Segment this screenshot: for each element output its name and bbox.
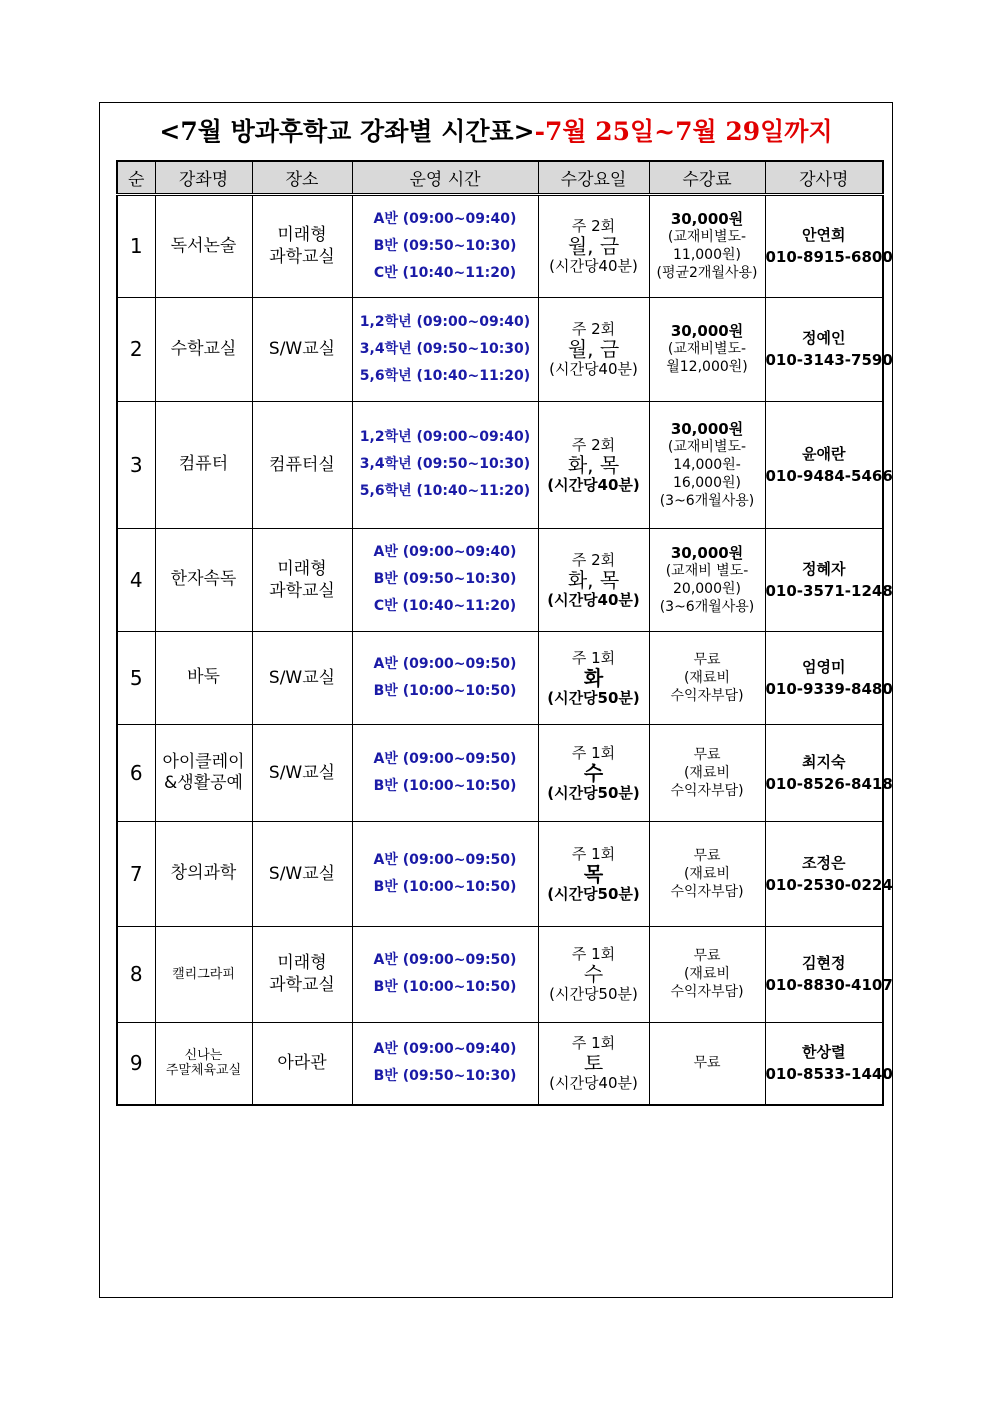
course-fee-line: 월12,000원) bbox=[666, 359, 748, 375]
course-name bbox=[155, 297, 252, 401]
course-day bbox=[538, 724, 649, 821]
course-fee-line: 수익자부담) bbox=[670, 687, 744, 704]
course-fee bbox=[649, 194, 765, 297]
day-unit: (시간당50분) bbox=[547, 884, 640, 903]
tutor-name: 한상렬 bbox=[802, 1043, 846, 1062]
course-place-line: S/W교실 bbox=[268, 762, 336, 783]
tutor-name: 정예인 bbox=[802, 329, 846, 347]
tutor bbox=[765, 194, 893, 297]
course-fee-line: 수익자부담) bbox=[670, 883, 744, 900]
course-fee-line: 11,000원) bbox=[673, 247, 741, 263]
course-fee-line: 30,000원 bbox=[670, 210, 744, 228]
day-frequency: 주 2회 bbox=[571, 320, 616, 338]
tutor bbox=[765, 297, 893, 401]
course-time-line: A반 (09:00~09:40) bbox=[373, 210, 517, 227]
course-fee bbox=[649, 1022, 765, 1105]
course-fee-line: 20,000원) bbox=[673, 580, 741, 597]
tutor-name: 안연희 bbox=[802, 226, 846, 244]
course-fee bbox=[649, 724, 765, 821]
tutor-phone: 010-3571-1248 bbox=[765, 581, 893, 600]
course-time-line: B반 (10:00~10:50) bbox=[373, 682, 517, 699]
tutor-phone: 010-9484-5466 bbox=[765, 466, 893, 485]
day-frequency: 주 1회 bbox=[571, 743, 616, 762]
table-row bbox=[117, 926, 883, 1022]
table-row bbox=[117, 297, 883, 401]
course-fee bbox=[649, 528, 765, 631]
course-place bbox=[252, 401, 352, 528]
tutor-phone: 010-3143-7590 bbox=[765, 351, 893, 369]
course-fee bbox=[649, 297, 765, 401]
course-name bbox=[155, 724, 252, 821]
course-fee-line: (교재비별도- bbox=[667, 229, 747, 245]
course-place-line: 과학교실 bbox=[269, 247, 335, 267]
course-fee-line: 수익자부담) bbox=[670, 984, 744, 1000]
course-name bbox=[155, 631, 252, 724]
course-place bbox=[252, 821, 352, 926]
table-row bbox=[117, 724, 883, 821]
course-name bbox=[155, 926, 252, 1022]
course-name-line: 독서논술 bbox=[170, 235, 237, 256]
course-times bbox=[352, 821, 538, 926]
tutor-phone: 010-9339-8480 bbox=[765, 679, 893, 698]
day-days: 수 bbox=[583, 760, 604, 785]
tutor-phone: 010-8526-8418 bbox=[765, 774, 893, 793]
course-time-line: B반 (10:00~10:50) bbox=[373, 777, 517, 794]
day-days: 화 bbox=[583, 665, 604, 690]
course-fee bbox=[649, 821, 765, 926]
course-name-line: 수학교실 bbox=[170, 338, 237, 359]
course-fee-line: 무료 bbox=[693, 948, 721, 964]
course-day bbox=[538, 297, 649, 401]
header-tutor: 강사명 bbox=[765, 161, 883, 194]
course-name-line: 한자속독 bbox=[170, 569, 237, 589]
row-number: 8 bbox=[117, 926, 155, 1022]
tutor bbox=[765, 401, 893, 528]
tutor bbox=[765, 926, 893, 1022]
course-name-line: 컴퓨터 bbox=[178, 454, 229, 474]
course-time-line: C반 (10:40~11:20) bbox=[373, 598, 517, 614]
course-day bbox=[538, 926, 649, 1022]
course-time-line: B반 (10:00~10:50) bbox=[373, 878, 517, 895]
course-time-line: B반 (09:50~10:30) bbox=[373, 571, 517, 587]
header-course: 강좌명 bbox=[155, 161, 252, 194]
course-time-line: 5,6학년 (10:40~11:20) bbox=[359, 483, 531, 499]
course-fee-line: (재료비 bbox=[683, 865, 731, 882]
header-no: 순 bbox=[117, 161, 155, 194]
day-days: 수 bbox=[583, 962, 604, 986]
day-days: 목 bbox=[583, 861, 604, 886]
course-place bbox=[252, 631, 352, 724]
row-number: 7 bbox=[117, 821, 155, 926]
table-row bbox=[117, 401, 883, 528]
title-main: <7월 방과후학교 강좌별 시간표> bbox=[159, 117, 535, 146]
tutor-name: 엄영미 bbox=[802, 657, 846, 676]
course-fee-line: 16,000원) bbox=[673, 474, 741, 491]
course-fee-line: 수익자부담) bbox=[670, 782, 744, 799]
course-name bbox=[155, 401, 252, 528]
table-row bbox=[117, 1022, 883, 1105]
tutor-name: 조정은 bbox=[802, 853, 846, 872]
course-name-line: 주말체육교실 bbox=[165, 1063, 242, 1079]
course-times bbox=[352, 926, 538, 1022]
course-name-line: 캘리그라피 bbox=[172, 966, 235, 982]
tutor-phone: 010-2530-0224 bbox=[765, 875, 893, 894]
day-frequency: 주 1회 bbox=[571, 844, 616, 863]
course-fee bbox=[649, 926, 765, 1022]
course-name bbox=[155, 821, 252, 926]
tutor-name: 윤애란 bbox=[802, 444, 846, 463]
course-time-line: B반 (09:50~10:30) bbox=[373, 237, 517, 254]
tutor-name: 정혜자 bbox=[802, 559, 846, 578]
day-unit: (시간당50분) bbox=[547, 783, 640, 802]
header-time: 운영 시간 bbox=[352, 161, 538, 194]
tutor bbox=[765, 1022, 893, 1105]
course-name bbox=[155, 1022, 252, 1105]
course-fee-line: 무료 bbox=[693, 746, 721, 763]
row-number: 6 bbox=[117, 724, 155, 821]
row-number: 5 bbox=[117, 631, 155, 724]
course-times bbox=[352, 528, 538, 631]
day-days: 화, 목 bbox=[567, 452, 620, 477]
day-frequency: 주 2회 bbox=[571, 550, 616, 569]
course-day bbox=[538, 401, 649, 528]
course-times bbox=[352, 401, 538, 528]
course-name-line: 창의과학 bbox=[170, 863, 237, 883]
course-fee-line: 무료 bbox=[693, 847, 721, 864]
course-name-line: 바둑 bbox=[187, 667, 220, 687]
course-fee-line: (3~6개월사용) bbox=[659, 598, 755, 615]
course-times bbox=[352, 297, 538, 401]
day-unit: (시간당50분) bbox=[547, 688, 640, 707]
table-row bbox=[117, 194, 883, 297]
day-days: 화, 목 bbox=[567, 567, 620, 592]
table-row bbox=[117, 528, 883, 631]
course-place bbox=[252, 528, 352, 631]
day-frequency: 주 1회 bbox=[571, 1034, 616, 1053]
schedule-table bbox=[116, 160, 893, 1106]
course-place bbox=[252, 1022, 352, 1105]
course-fee-line: 30,000원 bbox=[670, 543, 744, 562]
day-unit: (시간당50분) bbox=[549, 985, 638, 1003]
course-name-line: &생활공예 bbox=[164, 772, 243, 793]
course-fee-line: (재료비 bbox=[683, 966, 731, 982]
course-place-line: 미래형 bbox=[277, 558, 327, 579]
course-fee-line: (재료비 bbox=[683, 764, 731, 781]
row-number: 1 bbox=[117, 194, 155, 297]
day-days: 토 bbox=[583, 1051, 604, 1076]
course-fee-line: (평균2개월사용) bbox=[656, 265, 758, 281]
course-time-line: A반 (09:00~09:40) bbox=[373, 1041, 517, 1058]
course-place bbox=[252, 194, 352, 297]
course-place bbox=[252, 297, 352, 401]
table-row bbox=[117, 631, 883, 724]
course-times bbox=[352, 724, 538, 821]
tutor-phone: 010-8830-4107 bbox=[765, 976, 893, 994]
course-place-line: 컴퓨터실 bbox=[269, 454, 335, 475]
course-time-line: 1,2학년 (09:00~09:40) bbox=[359, 429, 531, 445]
course-place-line: 미래형 bbox=[277, 225, 327, 245]
course-name-line: 아이클레이 bbox=[162, 751, 245, 772]
course-fee-line: 무료 bbox=[693, 651, 721, 668]
tutor bbox=[765, 724, 893, 821]
day-frequency: 주 2회 bbox=[571, 435, 616, 454]
course-fee-line: (3~6개월사용) bbox=[659, 492, 755, 509]
day-days: 월, 금 bbox=[567, 337, 620, 361]
day-days: 월, 금 bbox=[567, 234, 620, 258]
tutor-phone: 010-8915-6800 bbox=[765, 248, 893, 266]
course-time-line: A반 (09:00~09:50) bbox=[373, 750, 517, 767]
course-fee-line: (교재비별도- bbox=[667, 438, 747, 455]
day-frequency: 주 1회 bbox=[571, 648, 616, 667]
course-place-line: 미래형 bbox=[277, 953, 327, 973]
table-row bbox=[117, 821, 883, 926]
page-title bbox=[100, 112, 892, 148]
tutor bbox=[765, 528, 893, 631]
day-unit: (시간당40분) bbox=[547, 475, 640, 494]
row-number: 3 bbox=[117, 401, 155, 528]
day-frequency: 주 1회 bbox=[571, 945, 616, 963]
course-fee-line: 무료 bbox=[693, 1055, 721, 1072]
course-time-line: B반 (09:50~10:30) bbox=[373, 1068, 517, 1085]
course-times bbox=[352, 631, 538, 724]
course-time-line: 5,6학년 (10:40~11:20) bbox=[359, 367, 531, 384]
course-place-line: 과학교실 bbox=[269, 975, 335, 995]
day-unit: (시간당40분) bbox=[549, 257, 638, 275]
day-unit: (시간당40분) bbox=[549, 1074, 638, 1093]
course-time-line: A반 (09:00~09:40) bbox=[373, 544, 517, 560]
course-time-line: A반 (09:00~09:50) bbox=[373, 952, 517, 968]
course-fee bbox=[649, 401, 765, 528]
course-fee-line: (교재비별도- bbox=[667, 341, 747, 357]
header-row bbox=[117, 161, 883, 194]
course-fee-line: 14,000원- bbox=[673, 456, 741, 473]
header-fee: 수강료 bbox=[649, 161, 765, 194]
tutor-name: 김현정 bbox=[802, 954, 846, 972]
header-place: 장소 bbox=[252, 161, 352, 194]
course-place-line: S/W교실 bbox=[268, 667, 336, 688]
course-times bbox=[352, 194, 538, 297]
course-time-line: C반 (10:40~11:20) bbox=[373, 264, 517, 281]
day-unit: (시간당40분) bbox=[549, 360, 638, 378]
course-time-line: A반 (09:00~09:50) bbox=[373, 851, 517, 868]
course-day bbox=[538, 821, 649, 926]
course-time-line: A반 (09:00~09:50) bbox=[373, 655, 517, 672]
course-place bbox=[252, 926, 352, 1022]
course-fee-line: (재료비 bbox=[683, 669, 731, 686]
course-day bbox=[538, 1022, 649, 1105]
course-fee-line: (교재비 별도- bbox=[665, 562, 749, 579]
course-time-line: B반 (10:00~10:50) bbox=[373, 979, 517, 995]
course-place bbox=[252, 724, 352, 821]
course-place-line: S/W교실 bbox=[268, 863, 336, 884]
course-day bbox=[538, 631, 649, 724]
course-place-line: S/W교실 bbox=[268, 339, 336, 359]
header-day: 수강요일 bbox=[538, 161, 649, 194]
course-day bbox=[538, 194, 649, 297]
tutor bbox=[765, 821, 893, 926]
course-time-line: 1,2학년 (09:00~09:40) bbox=[359, 313, 531, 330]
day-frequency: 주 2회 bbox=[571, 217, 616, 235]
course-place-line: 아라관 bbox=[277, 1053, 327, 1074]
course-fee-line: 30,000원 bbox=[670, 419, 744, 438]
course-fee-line: 30,000원 bbox=[670, 322, 744, 340]
day-unit: (시간당40분) bbox=[547, 590, 640, 609]
course-day bbox=[538, 528, 649, 631]
course-time-line: 3,4학년 (09:50~10:30) bbox=[359, 456, 531, 472]
course-times bbox=[352, 1022, 538, 1105]
row-number: 4 bbox=[117, 528, 155, 631]
tutor-name: 최지숙 bbox=[802, 752, 846, 771]
course-time-line: 3,4학년 (09:50~10:30) bbox=[359, 340, 531, 357]
tutor-phone: 010-8533-1440 bbox=[765, 1065, 893, 1084]
tutor bbox=[765, 631, 893, 724]
course-place-line: 과학교실 bbox=[269, 580, 335, 601]
course-fee bbox=[649, 631, 765, 724]
course-name bbox=[155, 194, 252, 297]
course-name bbox=[155, 528, 252, 631]
row-number: 2 bbox=[117, 297, 155, 401]
course-name-line: 신나는 bbox=[184, 1048, 223, 1064]
title-period: -7월 25일~7월 29일까지 bbox=[534, 117, 833, 146]
row-number: 9 bbox=[117, 1022, 155, 1105]
